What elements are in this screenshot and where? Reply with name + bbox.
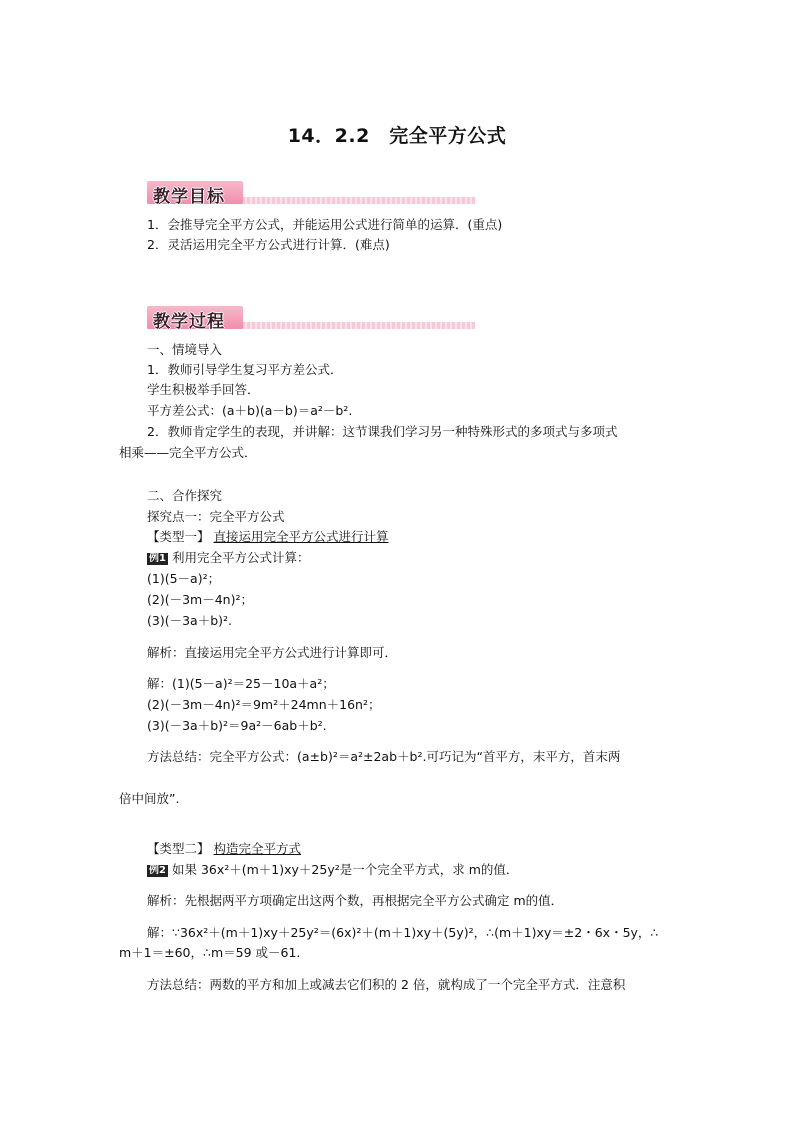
example-1-badge: 例1 xyxy=(149,553,166,564)
type-1-title: 直接运用完全平方公式进行计算 xyxy=(213,529,389,544)
type-2-bracket: 【类型二】 xyxy=(147,841,210,856)
intro-heading: 一、情境导入 xyxy=(147,342,223,357)
page-title: 14．2.2 完全平方公式 xyxy=(287,125,507,147)
intro-line-2: 学生积极举手回答． xyxy=(147,382,260,397)
example-1-summary-cont: 倍中间放”. xyxy=(119,791,180,806)
type-1-heading xyxy=(147,529,389,545)
example-1 xyxy=(147,550,309,566)
example-1-text: 利用完全平方公式计算： xyxy=(171,550,310,565)
example-2-badge: 例2 xyxy=(149,865,166,876)
objectives-banner-label: 教学目标 xyxy=(153,187,225,207)
objective-2: 2．灵活运用完全平方公式进行计算．(难点) xyxy=(147,237,390,252)
example-1-q1: (1)(5－a)²； xyxy=(147,571,221,586)
intro-line-4: 2．教师肯定学生的表现，并讲解：这节课我们学习另一种特殊形式的多项式与多项式 xyxy=(147,424,618,439)
example-2-text: 如果 36x²＋(m＋1)xy＋25y²是一个完全平方式，求 m的值． xyxy=(171,862,519,877)
type-2-heading xyxy=(147,841,301,857)
intro-line-1: 1．教师引导学生复习平方差公式． xyxy=(147,362,343,377)
example-2-analysis: 解析：先根据两平方项确定出这两个数，再根据完全平方公式确定 m的值． xyxy=(147,893,564,908)
example-1-analysis: 解析：直接运用完全平方公式进行计算即可． xyxy=(147,645,398,660)
example-2 xyxy=(147,862,518,878)
example-1-solution-3: (3)(－3a＋b)²＝9a²－6ab＋b². xyxy=(147,718,327,733)
example-1-q3: (3)(－3a＋b)². xyxy=(147,613,232,628)
objectives-banner xyxy=(147,181,475,207)
explore-heading: 二、合作探究 xyxy=(147,488,223,503)
intro-line-3: 平方差公式：(a＋b)(a－b)＝a²－b². xyxy=(147,403,353,418)
type-2-title: 构造完全平方式 xyxy=(213,841,302,856)
intro-line-5: 相乘——完全平方公式． xyxy=(119,445,257,460)
example-1-q2: (2)(－3m－4n)²； xyxy=(147,592,253,607)
example-2-solution-1: 解：∵36x²＋(m＋1)xy＋25y²＝(6x)²＋(m＋1)xy＋(5y)²，∴(m＋1)xy＝±2・6x・5y，∴ xyxy=(147,925,659,940)
example-1-solution-2: (2)(－3m－4n)²＝9m²＋24mn＋16n²； xyxy=(147,697,381,712)
example-1-summary: 方法总结：完全平方公式：(a±b)²＝a²±2ab＋b².可巧记为“首平方，末平方，首末两 xyxy=(147,749,621,764)
objective-1: 1．会推导完全平方公式，并能运用公式进行简单的运算．(重点) xyxy=(147,217,503,232)
example-2-solution-2: m＋1＝±60，∴m＝59 或－61. xyxy=(119,945,301,960)
explore-point-1: 探究点一：完全平方公式 xyxy=(147,509,285,524)
example-2-summary: 方法总结：两数的平方和加上或减去它们积的 2 倍，就构成了一个完全平方式．注意积 xyxy=(147,977,626,992)
process-banner-label: 教学过程 xyxy=(153,312,225,332)
type-1-bracket: 【类型一】 xyxy=(147,529,210,544)
process-banner xyxy=(147,306,475,332)
example-1-solution-1: 解：(1)(5－a)²＝25－10a＋a²； xyxy=(147,676,335,691)
